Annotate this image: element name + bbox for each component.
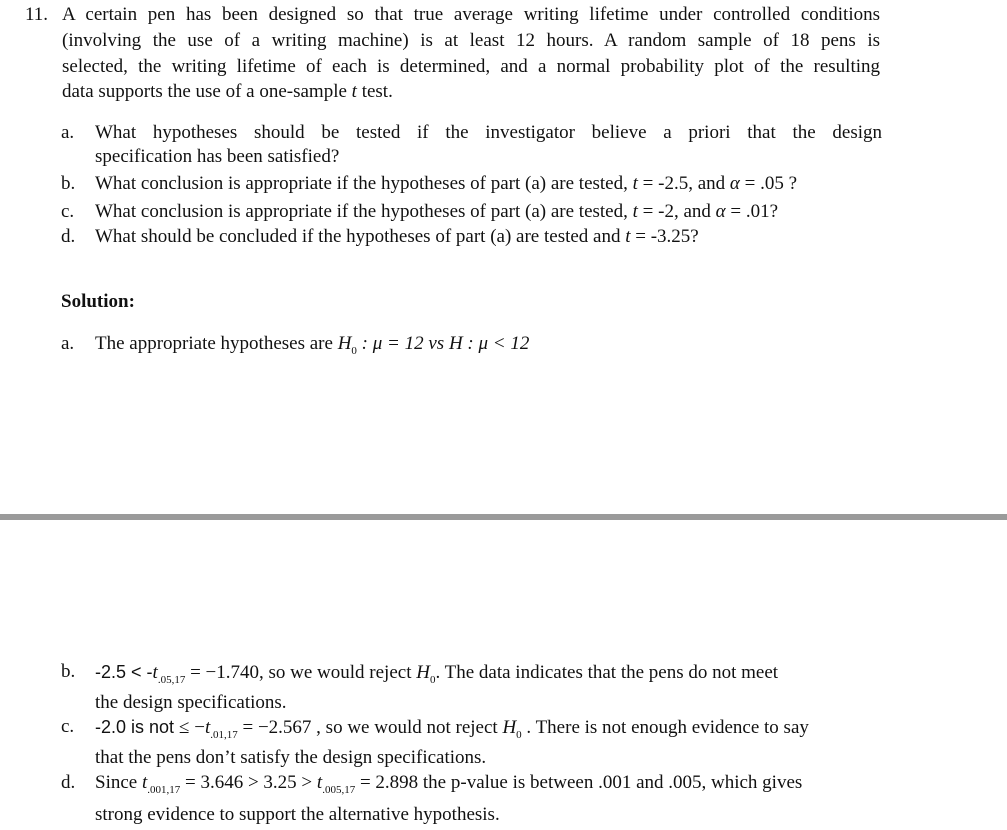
solution-c-label: c. <box>61 716 75 737</box>
part-a-line-1: What hypotheses should be tested if the investigator believe a priori that the design <box>95 122 882 143</box>
question-line-4: data supports the use of a one-sample t test. <box>62 81 393 102</box>
solution-a-label: a. <box>61 333 75 354</box>
part-c-text: What conclusion is appropriate if the hypotheses of part (a) are tested, t = -2, and α = .01? <box>95 201 779 222</box>
solution-d-line-1: Since $t_{.001,17} = 3.646 > 3.25 > t_{.005,17} = 2.898$ the p-value is between .001 and .005, which gives <box>95 772 803 796</box>
solution-d-label: d. <box>61 772 76 793</box>
solution-d-line-2: strong evidence to support the alternative hypothesis. <box>95 804 500 825</box>
part-d-text: What should be concluded if the hypotheses of part (a) are tested and t = -3.25? <box>95 226 699 247</box>
question-number: 11. <box>25 4 49 25</box>
solution-b-label: b. <box>61 661 76 682</box>
page-divider <box>0 514 1007 520</box>
part-a-label: a. <box>61 122 75 143</box>
solution-heading: Solution: <box>61 291 135 312</box>
solution-a-text: The appropriate hypotheses are $H_0$ : μ = 12 vs H : μ < 12 <box>95 333 530 357</box>
part-c-label: c. <box>61 201 75 222</box>
part-b-label: b. <box>61 173 76 194</box>
solution-b-line-1: $-2.5 < -t_{.05,17} = -1.740$, so we would reject $H_0$. The data indicates that the pens do not meet <box>95 662 779 686</box>
solution-c-line-2: that the pens don’t satisfy the design specifications. <box>95 747 487 768</box>
part-d-label: d. <box>61 226 76 247</box>
question-line-2: (involving the use of a writing machine) is at least 12 hours. A random sample of 18 pens is <box>62 30 880 51</box>
part-a-line-2: specification has been satisfied? <box>95 146 340 167</box>
solution-b-line-2: the design specifications. <box>95 692 287 713</box>
part-b-text: What conclusion is appropriate if the hypotheses of part (a) are tested, t = -2.5, and α = .05 ? <box>95 173 798 194</box>
question-line-3: selected, the writing lifetime of each is determined, and a normal probability plot of the resulting <box>62 56 880 77</box>
solution-c-line-1: -2.0 is not ≤ $-t_{.01,17} = -2.567$ , so we would not reject $H_0$ . There is not enough evidence to say <box>95 717 809 741</box>
question-line-1: A certain pen has been designed so that true average writing lifetime under controlled conditions <box>62 4 880 25</box>
